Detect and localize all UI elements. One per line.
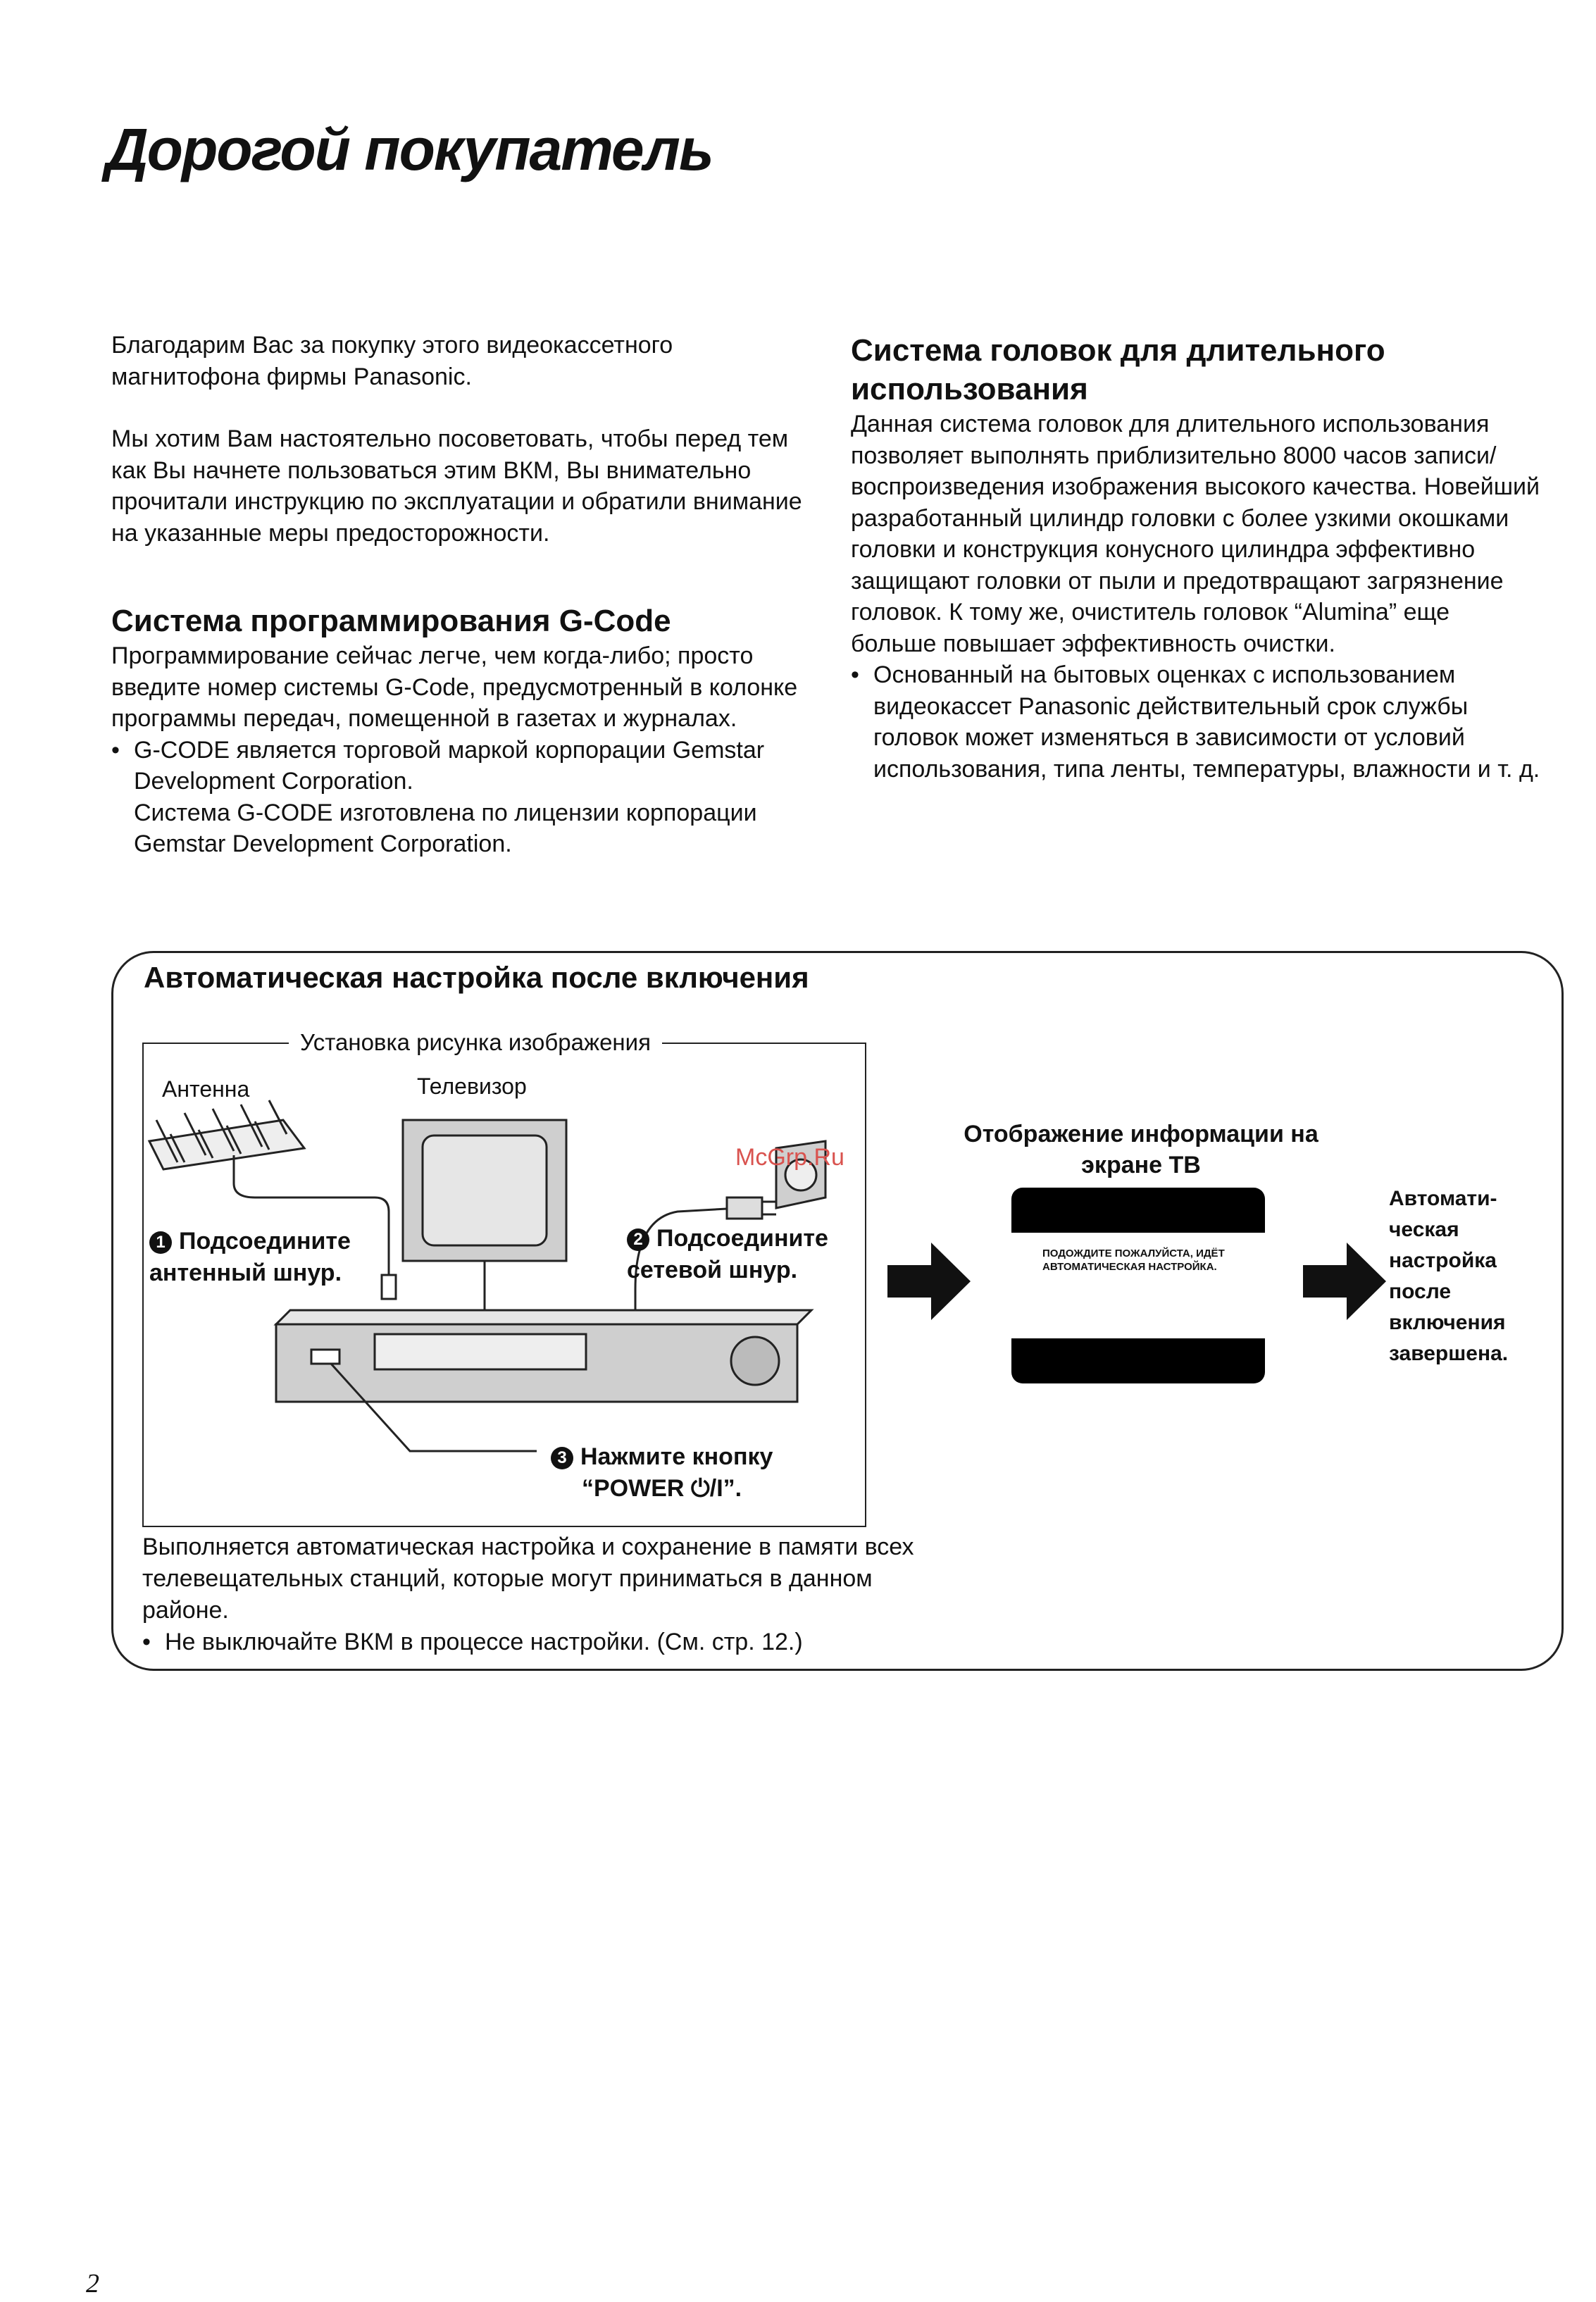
step-2: [627, 1223, 859, 1286]
gcode-brand-2: G-CODE: [237, 799, 333, 826]
step-2-number: 2: [627, 1228, 649, 1251]
arrow-right-icon-2: [1303, 1243, 1388, 1320]
tv-screen-message: ПОДОЖДИТЕ ПОЖАЛУЙСТА, ИДЁТ АВТОМАТИЧЕСКАЯ НАСТРОЙКА.: [1042, 1248, 1225, 1273]
step-3-line-1: Нажмите кнопку: [580, 1443, 773, 1470]
watermark: McGrp.Ru: [735, 1144, 844, 1171]
autosetup-footer-bullet: • Не выключайте ВКМ в процессе настройки. (См. стр. 12.): [142, 1626, 987, 1658]
tv-screen-display: [1011, 1188, 1265, 1383]
heads-heading: Система головок для длительного использования: [851, 333, 1385, 406]
antenna-label: Антенна: [162, 1076, 250, 1102]
tv-progress: - - - 21: [1180, 1314, 1212, 1326]
vcr-icon: [276, 1310, 811, 1451]
intro-paragraph-1: Благодарим Вас за покупку этого видеокассетного магнитофона фирмы Panasonic.: [111, 332, 673, 390]
setup-caption: Установка рисунка изображения: [289, 1027, 662, 1058]
intro-section: [111, 330, 809, 549]
gcode-bullet-text-1: является торговой маркой корпорации Gemstar Development Corporation.: [134, 736, 765, 795]
setup-complete-text: Автомати-ческая настройка после включения завершена.: [1389, 1187, 1509, 1365]
step-3-line-2: “POWER ⏻/I”.: [582, 1475, 742, 1502]
gcode-bullet-prefix-2: Система: [134, 799, 237, 826]
tv-search: ПОИСК: [1096, 1314, 1134, 1326]
gcode-bullet: [111, 735, 809, 860]
tv-label: Телевизор: [417, 1074, 527, 1099]
heads-section: [851, 331, 1541, 785]
tv-icon: [403, 1120, 566, 1324]
arrow-right-icon: [887, 1243, 972, 1320]
step-3: [551, 1441, 861, 1505]
autosetup-heading: Автоматическая настройка после включения: [144, 961, 809, 994]
gcode-bullet-text-2: изготовлена по лицензии корпорации Gemstar Development Corporation.: [134, 799, 757, 857]
gcode-section: [111, 602, 809, 860]
heads-text: Данная система головок для длительного использования позволяет выполнять приблизительно 8000 часов записи/воспроизведения изображения высокого качества. Новейший разработанный цилиндр головки с более узкими окошками головки и конструкция конусного цилиндра эффективно защищают головки от пыли и предотвращают загрязнение головок. К тому же, очиститель головок “Alumina” еще больше повышает эффективность очистки.: [851, 411, 1540, 657]
gcode-heading: Система программирования G-Code: [111, 604, 671, 638]
autosetup-footer: [142, 1531, 987, 1658]
page-number: 2: [86, 2269, 99, 2298]
screen-display-title: Отображение информации на экране ТВ: [964, 1121, 1318, 1178]
tv-end-menu: КОНЕЦ: MENU: [1166, 1327, 1241, 1339]
gcode-text: Программирование сейчас легче, чем когда-либо; просто введите номер системы G-Code, предусмотренный в колонке программы передач, помещенной в газетах и журналах.: [111, 642, 798, 732]
step-1-number: 1: [149, 1231, 172, 1254]
step-1: [149, 1226, 389, 1289]
gcode-brand-1: G-CODE: [134, 736, 230, 764]
intro-paragraph-2: Мы хотим Вам настоятельно посоветовать, чтобы перед тем как Вы начнете пользоваться этим ВКМ, Вы внимательно прочитали инструкцию по эксплуатации и обратили внимание на указанные меры предосторожности.: [111, 425, 802, 547]
autosetup-footer-text: Выполняется автоматическая настройка и сохранение в памяти всех телевещательных станций, которые могут приниматься в данном районе.: [142, 1533, 914, 1624]
heads-bullet: • Основанный на бытовых оценках с использованием видеокассет Panasonic действительный срок службы головок может изменяться в зависимости от условий использования, типа ленты, температуры, влажности и т. д.: [851, 659, 1541, 785]
step-2-text: Подсоедините сетевой шнур.: [627, 1225, 828, 1283]
page-title: Дорогой покупатель: [106, 116, 713, 182]
tv-channel: CH 22: [1033, 1314, 1063, 1326]
step-1-text: Подсоедините антенный шнур.: [149, 1228, 351, 1286]
step-3-number: 3: [551, 1447, 573, 1469]
